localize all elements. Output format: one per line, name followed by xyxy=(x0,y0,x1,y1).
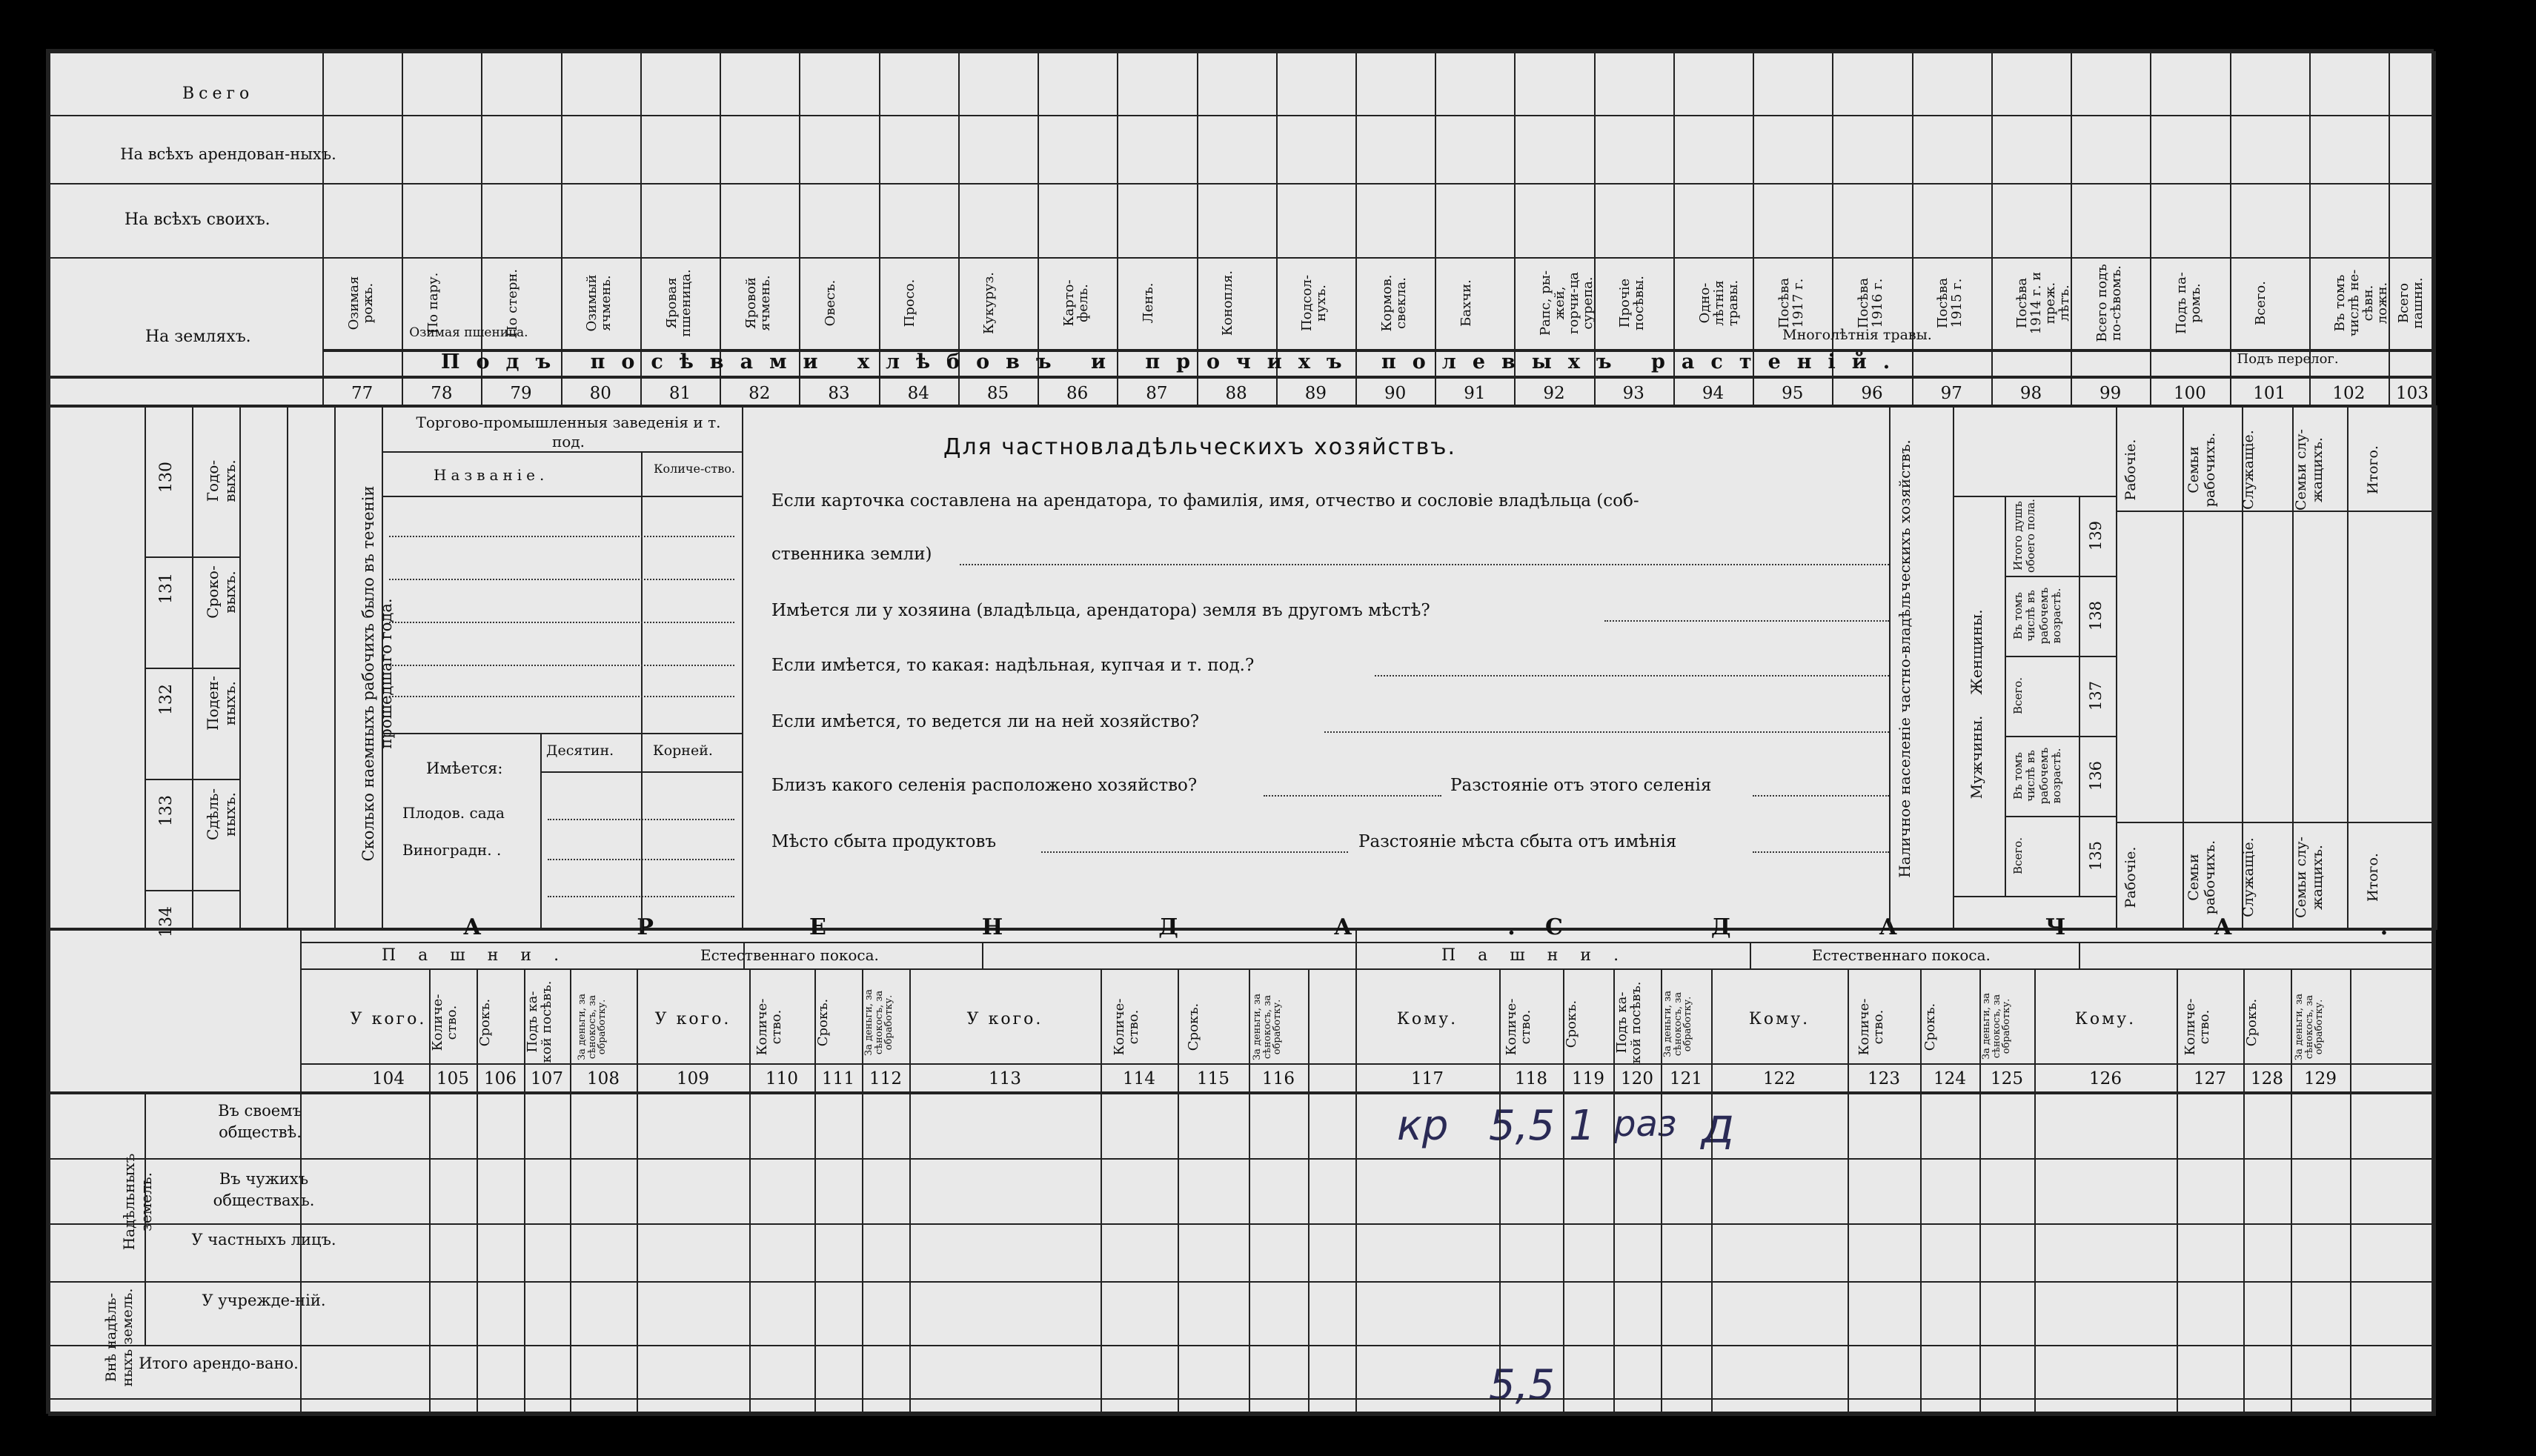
top-col-number: 92 xyxy=(1543,384,1565,403)
handwritten-za: д xyxy=(1701,1097,1735,1154)
top-section-title: Подъ посѣвами хлѣбовъ и прочихъ полевыхъ растеній. xyxy=(441,350,1907,373)
top-col-number: 95 xyxy=(1782,384,1804,403)
bottom-group-col xyxy=(145,1091,146,1345)
top-col-number: 81 xyxy=(668,384,691,403)
row-label-rented: На всѣхъ арендован-ныхъ. xyxy=(120,145,336,163)
top-title-line-bottom xyxy=(48,376,2436,379)
arenda-pokos: Естественнаго покоса. xyxy=(700,946,879,964)
top-col-header: Посѣва 1917 г. xyxy=(1776,277,1806,329)
pop-col-label: Въ томъ числѣ въ рабочемъ возрастѣ. xyxy=(2011,587,2063,645)
vineyard-label: Виноградн. . xyxy=(402,841,502,859)
top-col-header: Прочіе посѣвы. xyxy=(1617,276,1647,330)
top-col-header: Рапс, ры-жей, горчи-ца сурепа. xyxy=(1538,270,1596,336)
arenda-col-number: 106 xyxy=(484,1069,517,1088)
arenda-col-line xyxy=(637,968,638,1416)
top-col-header: Овесъ. xyxy=(823,279,838,327)
sdacha-col-line xyxy=(1499,968,1501,1416)
pop-col-number: 139 xyxy=(2087,520,2105,551)
pop-num-line xyxy=(2079,496,2080,896)
top-row-line xyxy=(48,115,2436,116)
has-col-line-1 xyxy=(540,733,542,930)
private-line-7: Мѣсто сбыта продуктовъ xyxy=(771,832,997,851)
top-col-header: Подъ па-ромъ. xyxy=(2173,272,2203,334)
trade-row-dotted xyxy=(389,536,734,537)
sdacha-col-header: Количе-ство. xyxy=(1504,998,1533,1056)
bottom-table xyxy=(48,928,2436,1416)
row-own-society: Въ своемъ обществѣ. xyxy=(218,1102,302,1142)
trade-qty-header: Количе-ство. xyxy=(654,462,735,476)
sdacha-col-header: Количе-ство. xyxy=(1856,998,1886,1056)
arenda-col-line xyxy=(1101,968,1102,1416)
population-label: Наличное населеніе частно-владѣльческихъ хозяйствъ. xyxy=(1896,439,1913,878)
sdacha-col-header: За деньги, за сѣнокосъ, за обработку. xyxy=(2294,994,2326,1061)
arenda-col-header: У кого. xyxy=(350,1010,427,1028)
row-institutions: У учрежде-ній. xyxy=(202,1292,326,1309)
sdacha-col-header: Кому. xyxy=(1396,1010,1458,1028)
right-col-header-top: Служащіе. xyxy=(2240,430,2257,510)
sdacha-col-number: 122 xyxy=(1763,1069,1796,1088)
private-line-5: Если имѣется, то ведется ли на ней хозяйство? xyxy=(771,712,1200,731)
top-col-number: 77 xyxy=(351,384,374,403)
arenda-col-number: 116 xyxy=(1262,1069,1295,1088)
arenda-col-number: 104 xyxy=(372,1069,405,1088)
top-col-number: 87 xyxy=(1146,384,1168,403)
right-col-header-bottom: Семьи рабочихъ. xyxy=(2185,840,2218,915)
has-header-line xyxy=(540,771,742,773)
arenda-col-line xyxy=(1178,968,1179,1416)
bottom-row-line xyxy=(48,1158,2436,1160)
hired-col-right xyxy=(382,405,383,930)
top-col-number: 99 xyxy=(2099,384,2122,403)
top-col-header: Конопля. xyxy=(1220,270,1236,336)
top-col-number: 78 xyxy=(431,384,453,403)
top-col-header: Всего подъ по-сѣвомъ. xyxy=(2094,264,2124,342)
pop-col-label: Всего. xyxy=(2011,677,2025,714)
workers-col-number: 133 xyxy=(157,795,176,826)
workers-col-label: Поден-ныхъ. xyxy=(204,676,239,731)
row-total-rented: Итого арендо-вано. xyxy=(139,1354,299,1372)
top-col-header: Посѣва 1915 г. xyxy=(1935,277,1965,329)
top-col-number: 94 xyxy=(1702,384,1725,403)
workers-row-line xyxy=(145,556,239,558)
top-col-header: Просо. xyxy=(902,279,918,328)
pop-left-line xyxy=(1953,405,1954,930)
bottom-row-line xyxy=(48,1281,2436,1283)
top-col-number: 96 xyxy=(1861,384,1883,403)
sdacha-col-header: Подъ ка-кой посѣвъ. xyxy=(1614,981,1644,1064)
right-col-line xyxy=(2116,405,2117,930)
arenda-col-line xyxy=(749,968,751,1416)
workers-col-number: 134 xyxy=(157,906,176,937)
top-col-number: 80 xyxy=(589,384,611,403)
top-col-line xyxy=(1991,51,1993,407)
right-col-header-top: Семьи слу-жащихъ. xyxy=(2293,429,2326,511)
top-col-line xyxy=(2150,51,2151,407)
top-col-number: 91 xyxy=(1464,384,1486,403)
top-col-number: 90 xyxy=(1384,384,1407,403)
has-row-dotted xyxy=(548,859,734,860)
desyatin-header: Десятин. xyxy=(546,742,614,759)
nadel-label: Надѣльныхъ земель. xyxy=(120,1153,155,1251)
top-col-number: 89 xyxy=(1304,384,1327,403)
arenda-pashni-split xyxy=(743,942,745,968)
arenda-col-number: 105 xyxy=(437,1069,469,1088)
top-col-number: 84 xyxy=(907,384,929,403)
right-col-header-top: Семьи рабочихъ. xyxy=(2185,432,2218,508)
sdacha-pokos-split xyxy=(2079,942,2080,968)
sdacha-col-line xyxy=(1848,968,1849,1416)
right-col-header-bottom: Семьи слу-жащихъ. xyxy=(2293,837,2326,918)
handwritten-srok: 1 xyxy=(1569,1102,1596,1150)
korney-header: Корней. xyxy=(653,742,713,759)
pop-col-number: 135 xyxy=(2087,840,2105,871)
men-label: Мужчины. xyxy=(1968,715,1985,800)
sdacha-col-number: 128 xyxy=(2251,1069,2283,1088)
workers-row-line xyxy=(145,779,239,780)
top-row-line xyxy=(48,183,2436,185)
top-col-number: 88 xyxy=(1225,384,1247,403)
arenda-pokos-split xyxy=(982,942,983,968)
top-col-header: Кормов. свекла. xyxy=(1378,274,1409,332)
arenda-col-line xyxy=(570,968,571,1416)
top-col-header: Яровой ячмень. xyxy=(743,275,773,331)
top-col-header: Яровая пшеница. xyxy=(663,269,694,337)
sdacha-col-line xyxy=(1711,968,1713,1416)
row-label-lands: На земляхъ. xyxy=(145,328,251,346)
sdacha-col-header: За деньги, за сѣнокосъ, за обработку. xyxy=(1662,991,1694,1058)
sdacha-col-header: Срокъ. xyxy=(1922,1003,1938,1051)
arenda-col-number: 115 xyxy=(1197,1069,1229,1088)
top-col-line xyxy=(402,51,403,407)
sdacha-col-number: 127 xyxy=(2194,1069,2226,1088)
top-col-header: Бахчи. xyxy=(1458,279,1474,327)
arenda-pashni: Пашни. xyxy=(382,946,582,965)
bottom-row-line xyxy=(48,1345,2436,1346)
sdacha-col-header: Срокъ. xyxy=(2244,998,2260,1047)
has-label: Имѣется: xyxy=(426,759,503,777)
private-line-1: Если карточка составлена на арендатора, то фамилія, имя, отчество и сословіе владѣльца (соб- xyxy=(771,491,1639,511)
right-col-header-top: Итого. xyxy=(2365,445,2381,494)
sdacha-pashni: Пашни. xyxy=(1441,946,1642,965)
workers-row-line xyxy=(145,668,239,669)
bottom-row-line xyxy=(48,1398,2436,1400)
trade-row-dotted xyxy=(389,622,734,623)
private-block-left xyxy=(742,405,743,930)
trade-row-dotted xyxy=(389,665,734,666)
trade-row-dotted xyxy=(389,696,734,697)
sdacha-col-header: За деньги, за сѣнокосъ, за обработку. xyxy=(1981,993,2013,1060)
sdacha-col-line xyxy=(1920,968,1922,1416)
sdacha-end-col xyxy=(2350,968,2351,1416)
top-col-number: 82 xyxy=(748,384,771,403)
sdacha-col-number: 119 xyxy=(1572,1069,1604,1088)
private-line-2: ственника земли) xyxy=(771,545,932,564)
distance-market-label: Разстояніе мѣста сбыта отъ имѣнія xyxy=(1358,832,1677,851)
sdacha-col-header: Срокъ. xyxy=(1564,1000,1579,1048)
arenda-col-line xyxy=(909,968,911,1416)
sdacha-col-line xyxy=(2034,968,2036,1416)
distance-village-label: Разстояніе отъ этого селенія xyxy=(1450,776,1712,795)
pop-sub-line xyxy=(2005,496,2006,896)
vne-label: Внѣ надѣль-ныхъ земель. xyxy=(103,1288,136,1387)
workers-col-line xyxy=(334,405,336,930)
pop-bottom-line xyxy=(1953,896,2116,897)
sdacha-col-header: Кому. xyxy=(2074,1010,2137,1028)
workers-col-label xyxy=(205,892,249,959)
workers-col-label: Годо-выхъ. xyxy=(204,459,239,502)
census-card xyxy=(46,49,2536,1414)
has-row-dotted xyxy=(548,896,734,897)
pop-col-label: Итого душъ обоего пола. xyxy=(2011,499,2038,573)
top-col-header: По пару. xyxy=(425,272,441,334)
top-col-line xyxy=(1912,51,1913,407)
pop-col-number: 138 xyxy=(2087,600,2105,631)
handwritten-posev: раз xyxy=(1613,1103,1677,1145)
sdacha-col-header: Количе-ство. xyxy=(2183,998,2212,1056)
arenda-col-header: За деньги, за сѣнокосъ, за обработку. xyxy=(577,994,608,1061)
group-perennial-grass: Многолѣтнія травы. xyxy=(1782,327,1932,343)
pop-col-number: 137 xyxy=(2087,680,2105,711)
private-block-right xyxy=(1889,405,1891,930)
arenda-col-number: 109 xyxy=(677,1069,709,1088)
arenda-col-number: 114 xyxy=(1123,1069,1155,1088)
top-col-header: По стерн. xyxy=(505,268,521,338)
top-col-number: 85 xyxy=(986,384,1009,403)
trade-header-line xyxy=(382,451,742,453)
has-row-dotted xyxy=(548,819,734,820)
top-col-header: Посѣва 1916 г. xyxy=(1856,277,1885,329)
private-line-4: Если имѣется, то какая: надѣльная, купчая и т. под.? xyxy=(771,656,1255,675)
top-col-number: 79 xyxy=(510,384,532,403)
sdacha-pashni-split xyxy=(1750,942,1751,968)
bottom-title-line xyxy=(300,942,2436,943)
trade-col-line xyxy=(641,451,643,733)
bottom-num-bottom xyxy=(48,1091,2436,1094)
sdacha-col-number: 117 xyxy=(1411,1069,1444,1088)
top-col-header: Всего пашни. xyxy=(2396,277,2426,329)
top-col-line xyxy=(2389,51,2390,407)
bottom-label-col xyxy=(300,928,302,1416)
top-col-header: Всего. xyxy=(2253,281,2269,325)
trade-row-dotted xyxy=(389,579,734,580)
arenda-col-number: 110 xyxy=(766,1069,798,1088)
group-ozimaya-wheat: Озимая пшеница. xyxy=(409,325,528,340)
right-col-line xyxy=(2183,405,2184,930)
trade-subheader-line xyxy=(382,496,742,497)
top-col-header: Ленъ. xyxy=(1140,282,1156,324)
arenda-col-number: 108 xyxy=(587,1069,620,1088)
row-private-persons: У частныхъ лицъ. xyxy=(191,1231,336,1249)
top-label-col-line xyxy=(322,51,324,407)
top-col-number: 98 xyxy=(2019,384,2042,403)
top-col-header: Одно-лѣтнія травы. xyxy=(1696,279,1741,327)
sdacha-col-line xyxy=(2177,968,2178,1416)
top-col-header: Посѣва 1914 г. и преж. лѣтъ. xyxy=(2014,271,2073,335)
top-col-number: 101 xyxy=(2253,384,2286,403)
right-col-line xyxy=(2347,405,2349,930)
has-col-line-2 xyxy=(641,733,643,930)
top-row-line xyxy=(48,257,2436,259)
trade-name-header: Названіе. xyxy=(434,466,549,484)
private-farms-title: Для частновладѣльческихъ хозяйствъ. xyxy=(943,434,1457,460)
sdacha-pokos: Естественнаго покоса. xyxy=(1812,946,1991,964)
top-col-line xyxy=(2230,51,2231,407)
workers-col-number: 131 xyxy=(157,573,176,604)
workers-col-number: 132 xyxy=(157,684,176,715)
group-fallow: Подъ перелог. xyxy=(2237,351,2339,367)
arenda-col-header: Срокъ. xyxy=(815,998,831,1047)
sdacha-col-number: 129 xyxy=(2304,1069,2337,1088)
arenda-col-number: 111 xyxy=(822,1069,854,1088)
arenda-col-header: За деньги, за сѣнокосъ, за обработку. xyxy=(863,989,895,1057)
right-col-header-bottom: Итого. xyxy=(2365,853,2381,902)
top-col-header: Озимая рожь. xyxy=(345,276,376,330)
arenda-col-header: За деньги, за сѣнокосъ, за обработку. xyxy=(1252,994,1284,1061)
handwritten-komu: кр xyxy=(1397,1102,1449,1150)
sdacha-col-number: 124 xyxy=(1933,1069,1966,1088)
top-col-header: Въ томъ числѣ не-сѣвн. ложн. xyxy=(2332,269,2391,337)
right-col-line xyxy=(2436,405,2437,930)
women-label: Женщины. xyxy=(1968,609,1985,695)
bottom-row-line xyxy=(48,1223,2436,1225)
sdacha-col-number: 120 xyxy=(1621,1069,1653,1088)
arenda-col-header: У кого. xyxy=(966,1010,1043,1028)
handwritten-total: 5,5 xyxy=(1489,1361,1556,1409)
arenda-col-header: Количе-ство. xyxy=(1112,998,1141,1056)
handwritten-qty: 5,5 xyxy=(1489,1102,1556,1150)
arenda-col-header: Срокъ. xyxy=(1186,1003,1201,1051)
arenda-col-header: Количе-ство. xyxy=(430,994,459,1051)
hired-workers-label: Сколько наемныхъ рабочихъ было въ теченіи прошедшаго года. xyxy=(359,485,396,862)
right-col-header-top: Рабочіе. xyxy=(2122,439,2139,501)
arenda-col-header: Срокъ. xyxy=(477,998,493,1047)
arenda-col-number: 112 xyxy=(869,1069,902,1088)
top-col-header: Подсол-нухъ. xyxy=(1299,274,1330,332)
trade-title: Торгово-промышленныя заведенія и т. под. xyxy=(416,413,721,451)
pop-col-label: Всего. xyxy=(2011,837,2025,874)
top-col-number: 103 xyxy=(2396,384,2429,403)
arenda-col-header: Подъ ка-кой посѣвъ. xyxy=(525,980,554,1063)
workers-col-label: Сдѣль-ныхъ. xyxy=(204,788,239,841)
arenda-end-col xyxy=(1308,968,1310,1416)
sdacha-col-number: 125 xyxy=(1991,1069,2023,1088)
top-col-number: 97 xyxy=(1940,384,1962,403)
sdacha-col-number: 126 xyxy=(2089,1069,2122,1088)
row-label-own: На всѣхъ своихъ. xyxy=(125,210,270,229)
pop-col-number: 136 xyxy=(2087,760,2105,791)
private-line-3: Имѣется ли у хозяина (владѣльца, арендатора) земля въ другомъ мѣстѣ? xyxy=(771,601,1430,620)
row-other-society: Въ чужихъ обществахъ. xyxy=(213,1170,315,1210)
arenda-pashni-line xyxy=(348,968,743,970)
top-col-header: Озимый ячмень. xyxy=(584,274,614,332)
right-col-header-bottom: Рабочіе. xyxy=(2122,846,2139,908)
arenda-col-number: 107 xyxy=(531,1069,563,1088)
top-col-number: 93 xyxy=(1622,384,1644,403)
private-line-6: Близъ какого селенія расположено хозяйство? xyxy=(771,776,1198,795)
sdacha-col-header: Кому. xyxy=(1748,1010,1810,1028)
bottom-mid-col xyxy=(1355,928,1357,1416)
workers-col-label: Сроко-выхъ. xyxy=(204,565,239,619)
orchard-label: Плодов. сада xyxy=(402,804,505,822)
top-col-number: 86 xyxy=(1066,384,1089,403)
workers-col-line xyxy=(287,405,288,930)
arenda-col-line xyxy=(1249,968,1250,1416)
sdacha-col-number: 123 xyxy=(1868,1069,1900,1088)
top-col-number: 83 xyxy=(828,384,850,403)
right-row-line-bottom xyxy=(2116,822,2436,823)
top-col-header: Карто-фель. xyxy=(1060,279,1091,327)
trade-bottom-line xyxy=(382,733,742,734)
sdacha-col-number: 121 xyxy=(1670,1069,1702,1088)
row-label-total: Всего xyxy=(182,84,254,103)
arenda-title: АРЕНДА. xyxy=(463,914,1671,940)
pop-col-label: Въ томъ числѣ въ рабочемъ возрастѣ. xyxy=(2011,747,2063,805)
workers-row-line xyxy=(145,890,239,891)
top-col-line xyxy=(2071,51,2072,407)
top-col-number: 100 xyxy=(2173,384,2206,403)
sdacha-col-number: 118 xyxy=(1515,1069,1547,1088)
right-col-header-bottom: Служащіе. xyxy=(2240,837,2257,917)
arenda-col-header: У кого. xyxy=(654,1010,731,1028)
sdacha-col-line xyxy=(2291,968,2292,1416)
sdacha-title: СДАЧА. xyxy=(1545,914,2536,940)
arenda-col-header: Количе-ство. xyxy=(754,998,784,1056)
top-col-header: Кукуруз. xyxy=(981,272,998,335)
arenda-col-number: 113 xyxy=(989,1069,1021,1088)
workers-col-number: 130 xyxy=(157,462,176,493)
top-col-number: 102 xyxy=(2332,384,2366,403)
